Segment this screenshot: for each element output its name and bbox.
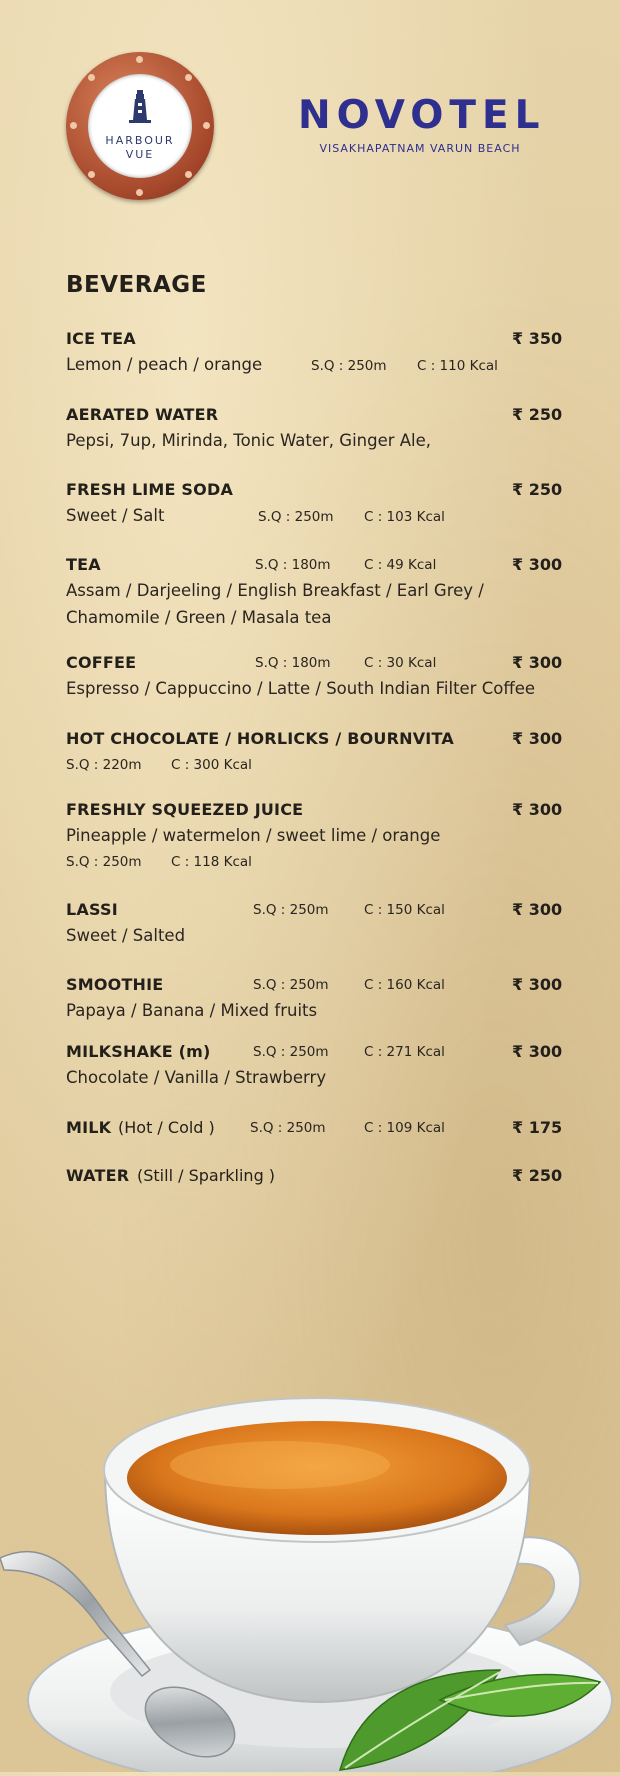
item-name: ICE TEA <box>66 329 136 348</box>
item-calories: C : 271 Kcal <box>364 1044 445 1060</box>
item-calories: C : 49 Kcal <box>364 557 437 573</box>
item-name: COFFEE <box>66 653 137 672</box>
item-serving-quantity: S.Q : 180m <box>255 557 331 573</box>
item-price: ₹ 175 <box>512 1118 563 1137</box>
item-calories: C : 30 Kcal <box>364 655 437 671</box>
item-calories: C : 118 Kcal <box>171 854 252 870</box>
item-price: ₹ 250 <box>512 1166 563 1185</box>
brand-location: VISAKHAPATNAM VARUN BEACH <box>319 142 521 155</box>
item-description: Lemon / peach / orange <box>66 355 263 374</box>
item-description: Pepsi, 7up, Mirinda, Tonic Water, Ginger Ale, <box>66 431 432 450</box>
item-serving-quantity: S.Q : 250m <box>66 854 142 870</box>
item-serving-quantity: S.Q : 220m <box>66 757 142 773</box>
item-description: Pineapple / watermelon / sweet lime / orange <box>66 826 441 845</box>
item-description: Chocolate / Vanilla / Strawberry <box>66 1068 327 1087</box>
item-variant: (Still / Sparkling ) <box>137 1166 276 1185</box>
item-price: ₹ 300 <box>512 1042 563 1061</box>
item-name: WATER <box>66 1166 130 1185</box>
item-name: FRESHLY SQUEEZED JUICE <box>66 800 304 819</box>
item-name: FRESH LIME SODA <box>66 480 234 499</box>
item-serving-quantity: S.Q : 250m <box>258 509 334 525</box>
item-price: ₹ 300 <box>512 653 563 672</box>
item-name: MILK <box>66 1118 112 1137</box>
item-calories: C : 160 Kcal <box>364 977 445 993</box>
item-serving-quantity: S.Q : 250m <box>311 358 387 374</box>
item-name: SMOOTHIE <box>66 975 164 994</box>
item-price: ₹ 300 <box>512 975 563 994</box>
item-name: LASSI <box>66 900 118 919</box>
item-price: ₹ 250 <box>512 480 563 499</box>
item-calories: C : 300 Kcal <box>171 757 252 773</box>
item-price: ₹ 350 <box>512 329 563 348</box>
item-price: ₹ 300 <box>512 729 563 748</box>
item-price: ₹ 300 <box>512 800 563 819</box>
item-description: Assam / Darjeeling / English Breakfast / Earl Grey / <box>66 581 484 600</box>
item-price: ₹ 300 <box>512 555 563 574</box>
item-name: TEA <box>66 555 101 574</box>
item-serving-quantity: S.Q : 180m <box>255 655 331 671</box>
item-serving-quantity: S.Q : 250m <box>250 1120 326 1136</box>
item-calories: C : 109 Kcal <box>364 1120 445 1136</box>
item-serving-quantity: S.Q : 250m <box>253 1044 329 1060</box>
section-title: BEVERAGE <box>66 272 207 298</box>
item-serving-quantity: S.Q : 250m <box>253 902 329 918</box>
item-variant: (Hot / Cold ) <box>118 1118 215 1137</box>
item-price: ₹ 300 <box>512 900 563 919</box>
item-name: HOT CHOCOLATE / HORLICKS / BOURNVITA <box>66 729 454 748</box>
brand-name: NOVOTEL <box>298 93 546 138</box>
item-description-line2: Chamomile / Green / Masala tea <box>66 608 332 627</box>
logo-text-line1: HARBOUR <box>105 134 175 147</box>
lighthouse-icon <box>126 88 154 124</box>
item-calories: C : 150 Kcal <box>364 902 445 918</box>
item-name: MILKSHAKE (m) <box>66 1042 211 1061</box>
logo-text-line2: VUE <box>125 148 155 161</box>
item-calories: C : 103 Kcal <box>364 509 445 525</box>
item-description: Sweet / Salt <box>66 506 165 525</box>
harbour-vue-logo <box>66 52 214 200</box>
item-calories: C : 110 Kcal <box>417 358 498 374</box>
item-name: AERATED WATER <box>66 405 219 424</box>
item-serving-quantity: S.Q : 250m <box>253 977 329 993</box>
item-price: ₹ 250 <box>512 405 563 424</box>
item-description: Espresso / Cappuccino / Latte / South Indian Filter Coffee <box>66 679 536 698</box>
item-description: Papaya / Banana / Mixed fruits <box>66 1001 318 1020</box>
tea-cup-illustration <box>0 1370 620 1772</box>
item-description: Sweet / Salted <box>66 926 186 945</box>
